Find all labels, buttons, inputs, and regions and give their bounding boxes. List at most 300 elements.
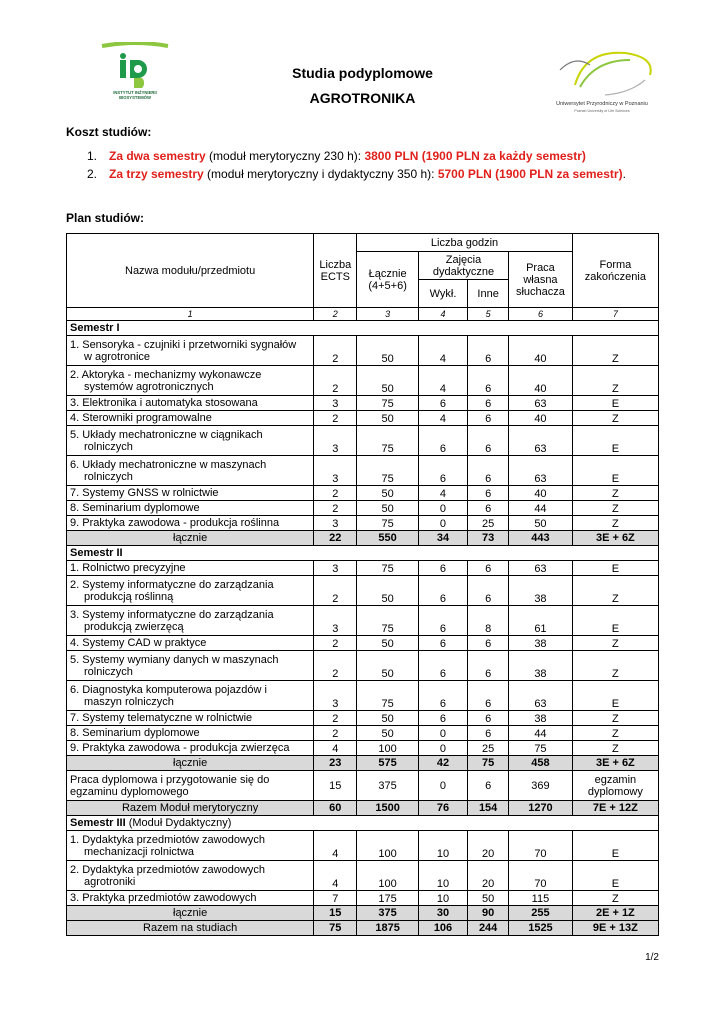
total-hours-cell: 1500 xyxy=(357,801,419,816)
ects-cell: 2 xyxy=(314,501,357,516)
subject-name-line: 2. Aktoryka - mechanizmy wykonawcze xyxy=(70,368,262,381)
total-hours-cell: 375 xyxy=(357,771,419,801)
total-hours-cell: 100 xyxy=(357,831,419,861)
study-plan-table xyxy=(66,233,659,936)
subject-name xyxy=(67,606,314,636)
completion-form-cell: Z xyxy=(572,741,658,756)
subject-name xyxy=(67,861,314,891)
sum-label: Razem na studiach xyxy=(67,921,314,936)
self-study-cell: 63 xyxy=(509,396,573,411)
self-study-cell: 115 xyxy=(509,891,573,906)
semester-title xyxy=(67,546,659,561)
table-row xyxy=(67,486,659,501)
semester-title-text: Semestr III xyxy=(70,817,126,829)
subject-name-line: rolniczych xyxy=(84,665,133,678)
ects-cell: 2 xyxy=(314,651,357,681)
cost-item-2 xyxy=(87,167,626,181)
self-study-cell: 44 xyxy=(509,501,573,516)
lecture-hours-cell: 6 xyxy=(418,576,467,606)
other-hours-cell: 50 xyxy=(468,891,509,906)
header-total: Łącznie (4+5+6) xyxy=(357,252,419,308)
subject-name xyxy=(67,771,314,801)
semester-title xyxy=(67,816,659,831)
cost-item-end: . xyxy=(622,167,626,181)
subject-name xyxy=(67,366,314,396)
lecture-hours-cell: 6 xyxy=(418,426,467,456)
subject-name-line: produkcją zwierzęcą xyxy=(84,620,184,633)
total-hours-cell: 50 xyxy=(357,336,419,366)
total-hours-cell: 50 xyxy=(357,651,419,681)
table-row xyxy=(67,726,659,741)
subject-name xyxy=(67,501,314,516)
subject-name-line: maszyn rolniczych xyxy=(84,695,174,708)
self-study-cell: 38 xyxy=(509,651,573,681)
lecture-hours-cell: 30 xyxy=(418,906,467,921)
subject-name xyxy=(67,711,314,726)
completion-form-cell: Z xyxy=(572,636,658,651)
self-study-cell: 61 xyxy=(509,606,573,636)
completion-form-cell: Z xyxy=(572,891,658,906)
table-row xyxy=(67,576,659,606)
lecture-hours-cell: 6 xyxy=(418,636,467,651)
column-numbers-row xyxy=(67,308,659,321)
total-hours-cell: 75 xyxy=(357,561,419,576)
table-row xyxy=(67,501,659,516)
completion-form-cell: E xyxy=(572,561,658,576)
other-hours-cell: 75 xyxy=(468,756,509,771)
lecture-hours-cell: 6 xyxy=(418,396,467,411)
subject-name-line: rolniczych xyxy=(84,440,133,453)
subject-name-line: 8. Seminarium dyplomowe xyxy=(70,727,200,739)
total-hours-cell: 50 xyxy=(357,711,419,726)
total-hours-cell: 75 xyxy=(357,606,419,636)
other-hours-cell: 6 xyxy=(468,396,509,411)
sum-label: łącznie xyxy=(67,531,314,546)
subject-name-line: Praca dyplomowa i przygotowanie się do xyxy=(70,773,270,786)
total-hours-cell: 100 xyxy=(357,861,419,891)
subject-name-line: 8. Seminarium dyplomowe xyxy=(70,502,200,514)
ects-cell: 2 xyxy=(314,411,357,426)
other-hours-cell: 244 xyxy=(468,921,509,936)
other-hours-cell: 6 xyxy=(468,711,509,726)
completion-form-cell: Z xyxy=(572,366,658,396)
subject-name xyxy=(67,636,314,651)
ects-cell: 2 xyxy=(314,366,357,396)
title-line-1: Studia podyplomowe xyxy=(292,65,433,81)
subject-name-line: 9. Praktyka zawodowa - produkcja roślinna xyxy=(70,517,280,529)
header-lectures: Wykł. xyxy=(418,280,467,308)
subject-name-line: w agrotronice xyxy=(84,350,151,363)
subject-name xyxy=(67,516,314,531)
ects-cell: 7 xyxy=(314,891,357,906)
subject-name-line: 9. Praktyka zawodowa - produkcja zwierzęca xyxy=(70,742,290,754)
completion-form-cell: 7E + 12Z xyxy=(572,801,658,816)
ects-cell: 23 xyxy=(314,756,357,771)
completion-form-cell: 3E + 6Z xyxy=(572,531,658,546)
lecture-hours-cell: 6 xyxy=(418,561,467,576)
completion-form-cell: E xyxy=(572,681,658,711)
other-hours-cell: 154 xyxy=(468,801,509,816)
completion-form-cell: E xyxy=(572,831,658,861)
lecture-hours-cell: 0 xyxy=(418,741,467,756)
total-hours-cell: 50 xyxy=(357,486,419,501)
logo-right-subtext: Poznań University of Life Sciences xyxy=(574,109,630,113)
completion-form-cell xyxy=(572,771,658,801)
semester-2-title-row xyxy=(67,546,659,561)
self-study-cell: 44 xyxy=(509,726,573,741)
logo-left-text-1: INSTYTUT INŻYNIERII xyxy=(113,90,157,95)
other-hours-cell: 6 xyxy=(468,366,509,396)
table-row xyxy=(67,606,659,636)
form-line: dyplomowy xyxy=(587,785,643,798)
self-study-cell: 63 xyxy=(509,561,573,576)
other-hours-cell: 6 xyxy=(468,426,509,456)
completion-form-cell: E xyxy=(572,426,658,456)
other-hours-cell: 6 xyxy=(468,561,509,576)
subject-name-line: rolniczych xyxy=(84,470,133,483)
completion-form-cell: Z xyxy=(572,336,658,366)
grand-total-row xyxy=(67,921,659,936)
lecture-hours-cell: 10 xyxy=(418,891,467,906)
logo-right-text: Uniwersytet Przyrodniczy w Poznaniu xyxy=(556,101,648,107)
table-row xyxy=(67,426,659,456)
other-hours-cell: 6 xyxy=(468,651,509,681)
ects-cell: 22 xyxy=(314,531,357,546)
ects-cell: 3 xyxy=(314,396,357,411)
form-line: egzamin xyxy=(594,773,637,786)
completion-form-cell: 3E + 6Z xyxy=(572,756,658,771)
other-hours-cell: 20 xyxy=(468,861,509,891)
col-number: 4 xyxy=(418,308,467,321)
ects-cell: 3 xyxy=(314,426,357,456)
subject-name-line: 7. Systemy telematyczne w rolnictwie xyxy=(70,712,253,724)
merit-module-sum-row xyxy=(67,801,659,816)
self-study-cell: 70 xyxy=(509,831,573,861)
plan-heading: Plan studiów: xyxy=(66,211,144,225)
subject-name-line: 1. Sensoryka - czujniki i przetworniki sygnałów xyxy=(70,338,297,351)
total-hours-cell: 1875 xyxy=(357,921,419,936)
subject-name-line: 5. Systemy wymiany danych w maszynach xyxy=(70,653,279,666)
subject-name-line: 5. Układy mechatroniczne w ciągnikach xyxy=(70,428,263,441)
total-hours-cell: 75 xyxy=(357,456,419,486)
col-number: 3 xyxy=(357,308,419,321)
subject-name-line: 4. Sterowniki programowalne xyxy=(70,412,212,424)
subject-name xyxy=(67,411,314,426)
col-number: 1 xyxy=(67,308,314,321)
total-hours-cell: 375 xyxy=(357,906,419,921)
self-study-cell: 255 xyxy=(509,906,573,921)
sum-label: Razem Moduł merytoryczny xyxy=(67,801,314,816)
other-hours-cell: 6 xyxy=(468,576,509,606)
ects-cell: 60 xyxy=(314,801,357,816)
self-study-cell: 1270 xyxy=(509,801,573,816)
completion-form-cell: E xyxy=(572,861,658,891)
self-study-cell: 63 xyxy=(509,456,573,486)
header-name: Nazwa modułu/przedmiotu xyxy=(67,234,314,308)
header-form: Forma zakończenia xyxy=(572,234,658,308)
other-hours-cell: 73 xyxy=(468,531,509,546)
self-study-cell: 40 xyxy=(509,366,573,396)
cost-item-number: 2. xyxy=(87,167,98,181)
ects-cell: 2 xyxy=(314,486,357,501)
other-hours-cell: 8 xyxy=(468,606,509,636)
subject-name xyxy=(67,726,314,741)
total-hours-cell: 50 xyxy=(357,576,419,606)
subject-name xyxy=(67,486,314,501)
cost-heading: Koszt studiów: xyxy=(66,125,152,139)
table-row xyxy=(67,831,659,861)
self-study-cell: 63 xyxy=(509,426,573,456)
subject-name xyxy=(67,456,314,486)
self-study-cell: 458 xyxy=(509,756,573,771)
subject-name-line: 6. Układy mechatroniczne w maszynach xyxy=(70,458,267,471)
table-row xyxy=(67,711,659,726)
total-hours-cell: 75 xyxy=(357,396,419,411)
lecture-hours-cell: 34 xyxy=(418,531,467,546)
table-row xyxy=(67,396,659,411)
completion-form-cell: Z xyxy=(572,516,658,531)
cost-item-period: Za trzy semestry xyxy=(109,167,204,181)
table-row xyxy=(67,366,659,396)
subject-name-line: 6. Diagnostyka komputerowa pojazdów i xyxy=(70,683,267,696)
other-hours-cell: 6 xyxy=(468,771,509,801)
lecture-hours-cell: 10 xyxy=(418,831,467,861)
subject-name-line: 1. Rolnictwo precyzyjne xyxy=(70,562,186,574)
subject-name-line: egzaminu dyplomowego xyxy=(70,785,189,798)
ects-cell: 4 xyxy=(314,741,357,756)
lecture-hours-cell: 6 xyxy=(418,711,467,726)
subject-name-line: 2. Systemy informatyczne do zarządzania xyxy=(70,578,274,591)
table-row xyxy=(67,336,659,366)
semester-title-note: (Moduł Dydaktyczny) xyxy=(125,817,232,829)
ects-cell: 15 xyxy=(314,906,357,921)
semester-1-title-row xyxy=(67,321,659,336)
lecture-hours-cell: 6 xyxy=(418,681,467,711)
other-hours-cell: 6 xyxy=(468,411,509,426)
total-hours-cell: 75 xyxy=(357,681,419,711)
other-hours-cell: 6 xyxy=(468,501,509,516)
lecture-hours-cell: 6 xyxy=(418,606,467,636)
lecture-hours-cell: 0 xyxy=(418,501,467,516)
subject-name xyxy=(67,891,314,906)
ects-cell: 2 xyxy=(314,711,357,726)
sum-label: łącznie xyxy=(67,756,314,771)
lecture-hours-cell: 10 xyxy=(418,861,467,891)
lecture-hours-cell: 0 xyxy=(418,771,467,801)
total-hours-cell: 50 xyxy=(357,411,419,426)
total-hours-cell: 75 xyxy=(357,426,419,456)
header-ects: Liczba ECTS xyxy=(314,234,357,308)
table-row xyxy=(67,651,659,681)
semester-title xyxy=(67,321,659,336)
other-hours-cell: 6 xyxy=(468,336,509,366)
self-study-cell: 70 xyxy=(509,861,573,891)
header-other: Inne xyxy=(468,280,509,308)
completion-form-cell: Z xyxy=(572,651,658,681)
self-study-cell: 40 xyxy=(509,411,573,426)
subject-name xyxy=(67,396,314,411)
self-study-cell: 40 xyxy=(509,486,573,501)
semester-3-sum-row xyxy=(67,906,659,921)
table-row xyxy=(67,741,659,756)
subject-name xyxy=(67,576,314,606)
subject-name xyxy=(67,831,314,861)
other-hours-cell: 6 xyxy=(468,726,509,741)
ects-cell: 3 xyxy=(314,681,357,711)
header-didactic: Zajęcia dydaktyczne xyxy=(418,252,508,280)
ects-cell: 2 xyxy=(314,726,357,741)
subject-name xyxy=(67,741,314,756)
table-row xyxy=(67,561,659,576)
subject-name-line: produkcją roślinną xyxy=(84,590,174,603)
table-row xyxy=(67,861,659,891)
cost-item-price: 5700 PLN (1900 PLN za semestr) xyxy=(437,167,623,181)
total-hours-cell: 75 xyxy=(357,516,419,531)
ects-cell: 4 xyxy=(314,861,357,891)
subject-name-line: agrotroniki xyxy=(84,875,136,888)
cost-item-period: Za dwa semestry xyxy=(109,149,206,163)
lecture-hours-cell: 0 xyxy=(418,726,467,741)
table-row xyxy=(67,681,659,711)
subject-name xyxy=(67,681,314,711)
total-hours-cell: 50 xyxy=(357,636,419,651)
total-hours-cell: 50 xyxy=(357,366,419,396)
ects-cell: 3 xyxy=(314,516,357,531)
other-hours-cell: 6 xyxy=(468,681,509,711)
subject-name-line: 3. Praktyka przedmiotów zawodowych xyxy=(70,892,257,904)
lecture-hours-cell: 42 xyxy=(418,756,467,771)
subject-name-line: 4. Systemy CAD w praktyce xyxy=(70,637,207,649)
table-row xyxy=(67,411,659,426)
self-study-cell: 38 xyxy=(509,711,573,726)
ects-cell: 4 xyxy=(314,831,357,861)
university-logo xyxy=(545,45,660,120)
completion-form-cell: E xyxy=(572,456,658,486)
semester-title-text: Semestr II xyxy=(70,547,123,559)
completion-form-cell: Z xyxy=(572,411,658,426)
other-hours-cell: 6 xyxy=(468,486,509,501)
completion-form-cell: E xyxy=(572,606,658,636)
other-hours-cell: 90 xyxy=(468,906,509,921)
table-row xyxy=(67,456,659,486)
self-study-cell: 369 xyxy=(509,771,573,801)
self-study-cell: 75 xyxy=(509,741,573,756)
subject-name-line: 2. Dydaktyka przedmiotów zawodowych xyxy=(70,863,266,876)
semester-2-sum-row xyxy=(67,756,659,771)
table-row xyxy=(67,636,659,651)
other-hours-cell: 6 xyxy=(468,456,509,486)
subject-name xyxy=(67,336,314,366)
self-study-cell: 40 xyxy=(509,336,573,366)
self-study-cell: 1525 xyxy=(509,921,573,936)
subject-name-line: 1. Dydaktyka przedmiotów zawodowych xyxy=(70,833,266,846)
col-number: 6 xyxy=(509,308,573,321)
cost-item-price: 3800 PLN (1900 PLN za każdy semestr) xyxy=(364,149,586,163)
completion-form-cell: Z xyxy=(572,486,658,501)
self-study-cell: 38 xyxy=(509,636,573,651)
page-number: 1/2 xyxy=(645,952,659,963)
subject-name xyxy=(67,651,314,681)
col-number: 5 xyxy=(468,308,509,321)
lecture-hours-cell: 6 xyxy=(418,456,467,486)
lecture-hours-cell: 4 xyxy=(418,411,467,426)
title-line-2: AGROTRONIKA xyxy=(309,90,416,106)
ects-cell: 3 xyxy=(314,561,357,576)
table-row xyxy=(67,516,659,531)
subject-name-line: 7. Systemy GNSS w rolnictwie xyxy=(70,487,219,499)
lecture-hours-cell: 4 xyxy=(418,486,467,501)
semester-title-text: Semestr I xyxy=(70,322,120,334)
total-hours-cell: 100 xyxy=(357,741,419,756)
completion-form-cell: 9E + 13Z xyxy=(572,921,658,936)
col-number: 2 xyxy=(314,308,357,321)
completion-form-cell: Z xyxy=(572,711,658,726)
subject-name-line: systemów agrotronicznych xyxy=(84,380,214,393)
ects-cell: 15 xyxy=(314,771,357,801)
ects-cell: 2 xyxy=(314,336,357,366)
other-hours-cell: 20 xyxy=(468,831,509,861)
subject-name-line: 3. Systemy informatyczne do zarządzania xyxy=(70,608,274,621)
self-study-cell: 443 xyxy=(509,531,573,546)
total-hours-cell: 575 xyxy=(357,756,419,771)
total-hours-cell: 550 xyxy=(357,531,419,546)
ects-cell: 3 xyxy=(314,606,357,636)
completion-form-cell: Z xyxy=(572,501,658,516)
subject-name-line: 3. Elektronika i automatyka stosowana xyxy=(70,397,258,409)
header-hours: Liczba godzin xyxy=(357,234,572,252)
col-number: 7 xyxy=(572,308,658,321)
completion-form-cell: Z xyxy=(572,726,658,741)
lecture-hours-cell: 4 xyxy=(418,336,467,366)
table-row xyxy=(67,891,659,906)
cost-item-1 xyxy=(87,149,586,163)
semester-3-title-row xyxy=(67,816,659,831)
lecture-hours-cell: 106 xyxy=(418,921,467,936)
completion-form-cell: 2E + 1Z xyxy=(572,906,658,921)
ects-cell: 3 xyxy=(314,456,357,486)
completion-form-cell: E xyxy=(572,396,658,411)
other-hours-cell: 6 xyxy=(468,636,509,651)
header-self-study: Praca własna słuchacza xyxy=(509,252,573,308)
total-hours-cell: 50 xyxy=(357,501,419,516)
self-study-cell: 63 xyxy=(509,681,573,711)
cost-item-number: 1. xyxy=(87,149,98,163)
lecture-hours-cell: 6 xyxy=(418,651,467,681)
cost-item-desc: (moduł merytoryczny 230 h): xyxy=(205,149,365,163)
self-study-cell: 50 xyxy=(509,516,573,531)
self-study-cell: 38 xyxy=(509,576,573,606)
other-hours-cell: 25 xyxy=(468,741,509,756)
cost-item-desc: (moduł merytoryczny i dydaktyczny 350 h): xyxy=(203,167,438,181)
lecture-hours-cell: 4 xyxy=(418,366,467,396)
subject-name xyxy=(67,426,314,456)
thesis-row xyxy=(67,771,659,801)
ects-cell: 2 xyxy=(314,636,357,651)
lecture-hours-cell: 0 xyxy=(418,516,467,531)
lecture-hours-cell: 76 xyxy=(418,801,467,816)
subject-name-line: mechanizacji rolnictwa xyxy=(84,845,195,858)
logo-left-text-2: BIOSYSTEMÓW xyxy=(119,95,151,100)
subject-name xyxy=(67,561,314,576)
semester-1-sum-row xyxy=(67,531,659,546)
other-hours-cell: 25 xyxy=(468,516,509,531)
total-hours-cell: 175 xyxy=(357,891,419,906)
ects-cell: 75 xyxy=(314,921,357,936)
total-hours-cell: 50 xyxy=(357,726,419,741)
sum-label: łącznie xyxy=(67,906,314,921)
completion-form-cell: Z xyxy=(572,576,658,606)
ects-cell: 2 xyxy=(314,576,357,606)
